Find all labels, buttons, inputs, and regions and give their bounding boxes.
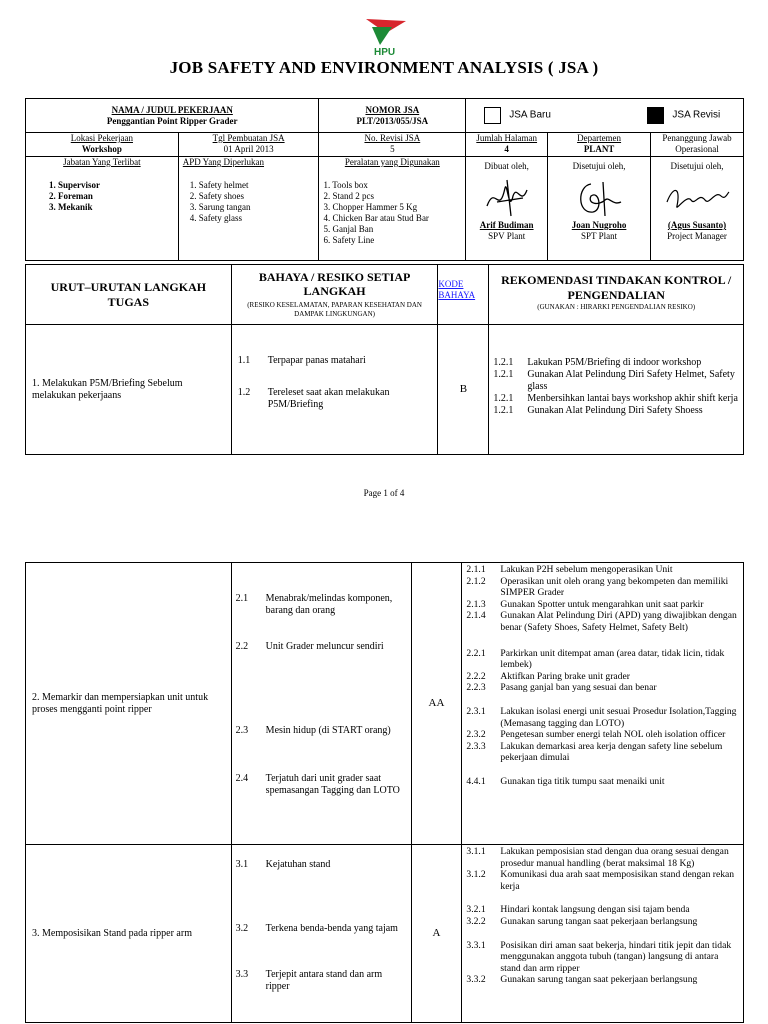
rekomendasi-item: 3.2.1 Hindari kontak langsung dengan sisi tajam benda	[466, 904, 690, 916]
rekomendasi-item: 2.2.2 Aktifkan Paring brake unit grader	[466, 670, 630, 682]
rekomendasi-item: 2.3.2 Pengetesan sumber energi telah NOL oleh isolation officer	[466, 729, 726, 741]
kode-header-link[interactable]: KODE BAHAYA	[438, 279, 476, 300]
hazard-item: 2.1 Menabrak/melindas komponen, barang dan orang	[235, 593, 393, 616]
signature-disetujui-cell	[548, 157, 651, 261]
col-urutan-header: URUT–URUTAN LANGKAH TUGAS	[26, 265, 232, 325]
rekomendasi-item: 4.4.1 Gunakan tiga titik tumpu saat menaiki unit	[466, 775, 665, 787]
signature-role: SPT Plant	[581, 231, 618, 241]
step-2-cell	[26, 563, 232, 845]
hazard-item: 3.3 Terjepit antara stand dan arm ripper	[235, 969, 383, 992]
signature-label: Dibuat oleh,	[484, 161, 529, 171]
rekomendasi-item: 2.1.2 Operasikan unit oleh orang yang bekompeten dan memiliki SIMPER Grader	[466, 575, 729, 599]
jsa-header-table	[25, 98, 744, 261]
step-3-kode: A	[411, 845, 462, 1023]
signature-dibuat-cell	[466, 157, 548, 261]
rekomendasi-item: 1.2.1 Menbersihkan lantai bays workshop akhir shift kerja	[493, 393, 738, 404]
table-row	[26, 845, 744, 1023]
halaman-cell	[466, 133, 548, 157]
rekomendasi-item: 2.1.1 Lakukan P2H sebelum mengoperasikan Unit	[466, 564, 673, 575]
signature-image	[477, 176, 537, 220]
col-rekomendasi-header	[489, 265, 744, 325]
nama-value: Penggantian Point Ripper Grader	[106, 115, 238, 126]
logo-flag-icon	[362, 17, 408, 47]
jabatan-cell	[26, 157, 179, 261]
nomor-label: NOMOR JSA	[365, 104, 420, 115]
document-title: JOB SAFETY AND ENVIRONMENT ANALYSIS ( JSA )	[169, 58, 599, 77]
peralatan-list	[319, 180, 465, 246]
jsa-type-cell	[466, 99, 744, 133]
tgl-cell	[178, 133, 319, 157]
bahaya-header-text: BAHAYA / RESIKO SETIAP LANGKAH	[258, 270, 411, 298]
dept-label: Departemen	[577, 133, 622, 143]
rekomendasi-header-sub: (GUNAKAN : HIRARKI PENGENDALIAN RESIKO)	[537, 303, 696, 311]
hazard-item: 2.2 Unit Grader meluncur sendiri	[235, 641, 384, 652]
rekomendasi-item: 3.1.2 Komunikasi dua arah saat memposisikan stand dengan rekan kerja	[466, 869, 735, 892]
dept-value: PLANT	[583, 144, 615, 154]
nomor-jsa-cell	[319, 99, 466, 133]
step-3-hazards	[231, 845, 411, 1023]
lokasi-label: Lokasi Pekerjaan	[70, 133, 133, 143]
bahaya-header-sub: (RESIKO KESELAMATAN, PAPARAN KESEHATAN DAN DAMPAK LINGKUNGAN)	[247, 301, 422, 318]
hazard-item: 2.4 Terjatuh dari unit grader saat spemasangan Tagging dan LOTO	[235, 773, 400, 796]
hazard-item: 3.1 Kejatuhan stand	[235, 859, 331, 870]
signature-name: Joan Nugroho	[571, 220, 627, 230]
penanggung-cell	[651, 133, 744, 157]
jabatan-label: Jabatan Yang Terlibat	[63, 157, 141, 167]
rekomendasi-item: 3.3.1 Posisikan diri aman saat bekerja, hindari titik jepit dan tidak menggunakan anggota tubuh (tangan) langsung di antara stand dan arm ripper	[466, 939, 732, 974]
apd-item: 4. Safety glass	[199, 213, 319, 224]
lokasi-cell	[26, 133, 179, 157]
peralatan-item: 2. Stand 2 pcs	[323, 191, 374, 201]
apd-cell	[178, 157, 319, 261]
signature-label: Disetujui oleh,	[572, 161, 626, 171]
rekomendasi-item: 1.2.1 Gunakan Alat Pelindung Diri Safety Shoess	[493, 405, 703, 416]
jabatan-item: 2. Foreman	[58, 191, 178, 202]
jabatan-item: 1. Supervisor	[58, 180, 178, 191]
tgl-label: Tgl Pembuatan JSA	[212, 133, 285, 143]
step-1-hazards	[231, 325, 438, 455]
step-2-rekomendasi	[462, 563, 744, 845]
hazard-item: 2.3 Mesin hidup (di START orang)	[235, 725, 391, 736]
table-row	[26, 563, 744, 845]
jsa-revisi-label: JSA Revisi	[672, 109, 721, 121]
step-2-kode: AA	[411, 563, 462, 845]
hazard-item: 1.1 Terpapar panas matahari	[237, 355, 366, 366]
hazard-item: 3.2 Terkena benda-benda yang tajam	[235, 923, 398, 934]
peralatan-cell	[319, 157, 466, 261]
revisi-value: 5	[390, 144, 395, 154]
rekomendasi-item: 3.1.1 Lakukan pemposisian stad dengan dua orang sesuai dengan prosedur manual handling (berat maksimal 18 Kg)	[466, 846, 729, 869]
rekomendasi-item: 2.2.1 Parkirkan unit ditempat aman (area datar, tidak licin, tidak lembek)	[466, 647, 725, 671]
revisi-cell	[319, 133, 466, 157]
step-1-rekomendasi	[489, 325, 744, 455]
rekomendasi-item: 3.3.2 Gunakan sarung tangan saat pekerjaan berlangsung	[466, 974, 698, 986]
jsa-baru-label: JSA Baru	[509, 109, 551, 121]
rekomendasi-item: 2.3.3 Lakukan demarkasi area kerja dengan safety line sebelum pekerjaan dimulai	[466, 740, 723, 764]
tgl-value: 01 April 2013	[223, 144, 274, 154]
jsa-revisi-checkbox[interactable]	[647, 107, 664, 124]
jsa-baru-checkbox[interactable]	[484, 107, 501, 124]
halaman-value: 4	[504, 144, 509, 154]
signature-label: Disetujui oleh,	[670, 161, 724, 171]
company-logo	[362, 17, 408, 61]
signature-role: SPV Plant	[488, 231, 526, 241]
step-1-kode: B	[438, 325, 489, 455]
rekomendasi-item: 2.2.3 Pasang ganjal ban yang sesuai dan benar	[466, 682, 657, 694]
col-bahaya-header	[231, 265, 438, 325]
rekomendasi-item: 1.2.1 Gunakan Alat Pelindung Diri Safety Helmet, Safety glass	[493, 369, 735, 392]
apd-list	[179, 180, 319, 224]
revisi-label: No. Revisi JSA	[364, 133, 421, 143]
nomor-value: PLT/2013/055/JSA	[356, 115, 429, 126]
rekomendasi-header-text: REKOMENDASI TINDAKAN KONTROL / PENGENDALIAN	[501, 273, 732, 302]
peralatan-item: 3. Chopper Hammer 5 Kg	[323, 202, 418, 212]
rekomendasi-item: 2.3.1 Lakukan isolasi energi unit sesuai Prosedur Isolation,Tagging (Memasang tagging dan LOTO)	[466, 705, 737, 729]
signature-image	[661, 176, 733, 220]
peralatan-item: 6. Safety Line	[323, 235, 375, 245]
lokasi-value: Workshop	[81, 144, 122, 154]
apd-item: 2. Safety shoes	[199, 191, 319, 202]
peralatan-label: Peralatan yang Digunakan	[344, 157, 440, 167]
step-1-text: 1. Melakukan P5M/Briefing Sebelum melakukan pekerjaans	[32, 377, 183, 401]
peralatan-item: 4. Chicken Bar atau Stud Bar	[323, 213, 429, 223]
apd-label: APD Yang Diperlukan	[182, 157, 265, 167]
step-3-rekomendasi	[462, 845, 744, 1023]
departemen-cell	[548, 133, 651, 157]
step-2-text: 2. Memarkir dan mempersiapkan unit untuk proses mengganti point ripper	[32, 691, 209, 715]
signature-image	[569, 176, 629, 220]
step-3-cell	[26, 845, 232, 1023]
logo-text: HPU	[374, 47, 396, 58]
rekomendasi-item: 3.2.2 Gunakan sarung tangan saat pekerjaan berlangsung	[466, 915, 698, 927]
nama-label: NAMA / JUDUL PEKERJAAN	[111, 104, 233, 115]
page-number: Page 1 of 4	[363, 488, 405, 498]
jabatan-list	[26, 180, 178, 213]
apd-item: 1. Safety helmet	[199, 180, 319, 191]
step-1-cell	[26, 325, 232, 455]
pj-label: Penanggung Jawab	[662, 133, 732, 143]
nama-pekerjaan-cell	[26, 99, 319, 133]
apd-item: 3. Sarung tangan	[199, 202, 319, 213]
table-row	[26, 325, 744, 455]
peralatan-item: 5. Ganjal Ban	[323, 224, 374, 234]
step-3-text: 3. Memposisikan Stand pada ripper arm	[32, 927, 192, 939]
signature-name: Arif Budiman	[479, 220, 534, 230]
rekomendasi-item: 1.2.1 Lakukan P5M/Briefing di indoor workshop	[493, 357, 702, 368]
col-kode-header	[438, 265, 489, 325]
rekomendasi-item: 2.1.3 Gunakan Spotter untuk mengarahkan unit saat parkir	[466, 598, 704, 610]
signature-role: Project Manager	[667, 231, 727, 241]
hazard-item: 1.2 Tereleset saat akan melakukan P5M/Briefing	[237, 387, 390, 410]
signature-name: (Agus Susanto)	[667, 220, 727, 230]
jabatan-item: 3. Mekanik	[58, 202, 178, 213]
jsa-steps-table-page1	[25, 264, 744, 455]
pj-value: Operasional	[675, 144, 719, 154]
peralatan-item: 1. Tools box	[323, 180, 368, 190]
signature-pm-cell	[651, 157, 744, 261]
step-2-hazards	[231, 563, 411, 845]
halaman-label: Jumlah Halaman	[476, 133, 538, 143]
rekomendasi-item: 2.1.4 Gunakan Alat Pelindung Diri (APD) yang diwajibkan dengan benar (Safety Shoes, Safety Helmet, Safety Belt)	[466, 610, 737, 633]
jsa-steps-table-page2	[25, 562, 744, 1023]
